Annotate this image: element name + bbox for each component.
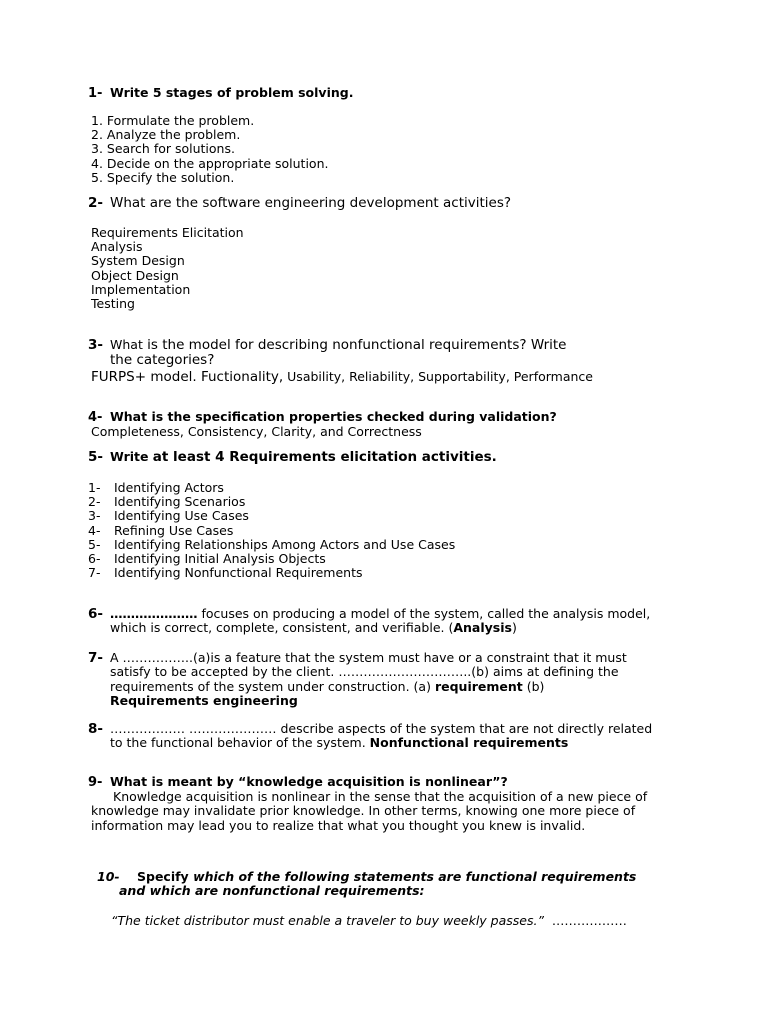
q7-text-line1: A ……………..(a)is a feature that the system must have or a constraint that it must: [110, 650, 627, 665]
q10-title-lead: Specify: [137, 869, 189, 884]
q1-list: [91, 114, 328, 185]
q1-number: 1-: [88, 86, 103, 101]
list-item: 4. Decide on the appropriate solution.: [91, 155, 329, 171]
q10-title-line1: which of the following statements are functional requirements: [188, 869, 637, 884]
list-item: System Design: [91, 253, 185, 269]
q8-text-line1: ……………… ………………… describe aspects of the system that are not directly related: [110, 721, 653, 736]
q10-heading: [97, 870, 636, 899]
q9-answer: [91, 790, 647, 833]
q5-list: [88, 481, 455, 580]
q3-answer: [91, 370, 593, 384]
list-item: Object Design: [91, 267, 179, 283]
q6-text-line2: which is correct, complete, consistent, and verifiable. (: [110, 620, 454, 636]
q10-statement: “The ticket distributor must enable a traveler to buy weekly passes.”: [111, 913, 544, 928]
q5-title-lead: Write: [110, 449, 149, 464]
q9-title: What is meant by “knowledge acquisition is nonlinear”?: [110, 774, 508, 789]
q3-answer-model: FURPS+ model. Fuctionality,: [91, 369, 284, 385]
q10-title-line2: and which are nonfunctional requirements:: [119, 883, 425, 899]
list-item: 3. Search for solutions.: [91, 141, 235, 157]
list-item: 7- Identifying Nonfunctional Requirements: [88, 565, 363, 581]
q1-title: Write 5 stages of problem solving.: [110, 85, 354, 100]
q3-title-line2: the categories?: [110, 352, 215, 368]
q4-heading: [88, 410, 557, 425]
q6-answer: Analysis: [453, 620, 512, 636]
q7-block: 7- A ……………..(a)is a feature that the system must have or a constraint that it must satisfy to be accepted by the client. …………………………..(b) aims at defining the requirements of the system under construction. (a) requirement (b) Requirements engineering: [88, 650, 627, 708]
q6-blank: …………………: [110, 606, 198, 621]
list-item: 3- Identifying Use Cases: [88, 508, 249, 524]
q7-number: 7-: [88, 650, 103, 666]
q1-heading: [88, 86, 353, 101]
q7-answer-b: Requirements engineering: [110, 692, 298, 708]
q2-list: [91, 226, 244, 311]
list-item: 4- Refining Use Cases: [88, 522, 234, 538]
list-item: 2. Analyze the problem.: [91, 127, 241, 143]
list-item: 1. Formulate the problem.: [91, 113, 255, 128]
q7-answer-a: requirement: [434, 678, 523, 694]
list-item: Analysis: [91, 239, 143, 255]
q3-heading: [88, 337, 566, 368]
q8-number: 8-: [88, 721, 103, 737]
q3-title-lead: What: [110, 337, 143, 352]
list-item: Implementation: [91, 281, 191, 297]
list-item: Requirements Elicitation: [91, 225, 244, 240]
q10-number: 10-: [97, 869, 120, 884]
list-item: 5. Specify the solution.: [91, 169, 235, 185]
list-item: 6- Identifying Initial Analysis Objects: [88, 550, 326, 566]
q4-number: 4-: [88, 410, 103, 425]
q10-statement-row: [111, 914, 627, 928]
q8-answer: Nonfunctional requirements: [369, 735, 569, 751]
q6-block: 6- ………………… focuses on producing a model of the system, called the analysis model, which is correct, complete, consistent, and verifiable. (Analysis): [88, 606, 651, 636]
q9-answer-line2: knowledge may invalidate prior knowledge. In other terms, knowing one more piece of: [91, 803, 636, 819]
q8-text-line2: to the functional behavior of the system.: [110, 735, 370, 751]
q5-number: 5-: [88, 449, 103, 465]
q2-title: What are the software engineering development activities?: [110, 195, 512, 211]
q6-text-line1: focuses on producing a model of the system, called the analysis model,: [197, 606, 651, 621]
q8-block: [88, 722, 652, 751]
q4-answer: Completeness, Consistency, Clarity, and Correctness: [91, 424, 422, 439]
list-item: Testing: [91, 295, 135, 311]
q7-text-line2: satisfy to be accepted by the client. …………………………..(b) aims at defining the: [110, 664, 619, 680]
q9-heading: [88, 775, 508, 790]
q4-title: What is the specification properties checked during validation?: [110, 409, 557, 424]
q2-heading: [88, 196, 511, 210]
q2-number: 2-: [88, 195, 103, 211]
q3-number: 3-: [88, 337, 103, 353]
list-item: 5- Identifying Relationships Among Actors and Use Cases: [88, 536, 456, 552]
q9-number: 9-: [88, 775, 103, 790]
q9-answer-line1: Knowledge acquisition is nonlinear in the sense that the acquisition of a new piece of: [113, 789, 648, 804]
q9-answer-line3: information may lead you to realize that what you thought you knew is invalid.: [91, 817, 586, 833]
list-item: 1- Identifying Actors: [88, 480, 224, 495]
q3-answer-categories: Usability, Reliability, Supportability, Performance: [287, 369, 593, 384]
q5-title: at least 4 Requirements elicitation activities.: [152, 449, 497, 465]
q3-title: is the model for describing nonfunctional requirements? Write: [147, 337, 567, 353]
q10-blank: ………………: [551, 913, 627, 928]
list-item: 2- Identifying Scenarios: [88, 494, 246, 510]
q7-text-line3: requirements of the system under construction. (a): [110, 678, 435, 694]
q5-heading: [88, 450, 497, 464]
q6-number: 6-: [88, 606, 103, 622]
